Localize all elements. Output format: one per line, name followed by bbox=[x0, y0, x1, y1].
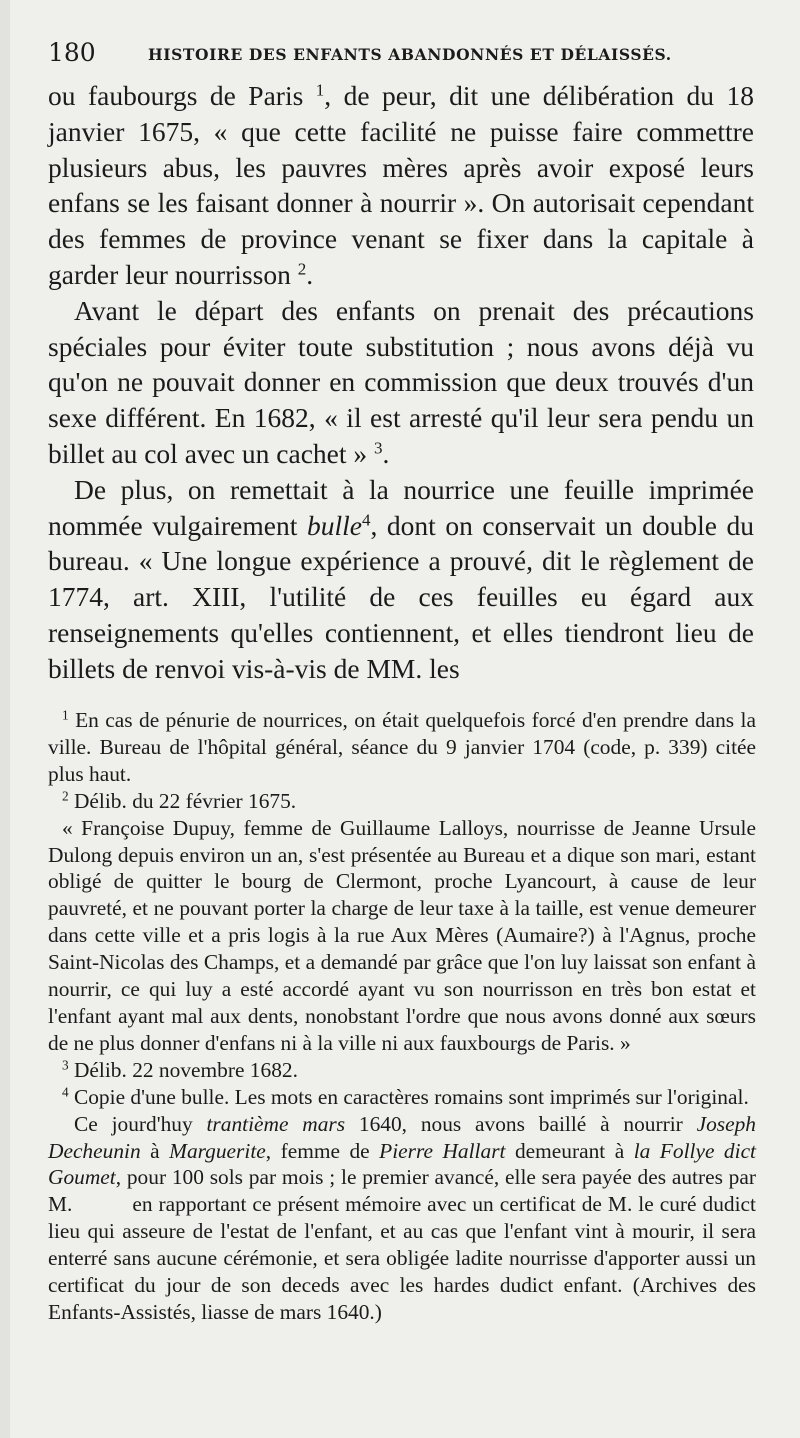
footnote-4-document bbox=[48, 1111, 762, 1326]
page-number: 180 bbox=[48, 38, 96, 67]
page-header bbox=[48, 38, 758, 68]
footnotes bbox=[48, 707, 762, 1326]
text-span: 1640, nous avons baillé à nourrir bbox=[345, 1111, 697, 1136]
footnote-text: Délib. du 22 février 1675. bbox=[68, 788, 297, 813]
footnote-ref-2: 2 bbox=[297, 259, 307, 279]
paragraph-1 bbox=[48, 78, 754, 293]
handwritten-entry: la Follye dict Goumet bbox=[48, 1138, 756, 1190]
footnote-4 bbox=[48, 1084, 756, 1111]
page-edge bbox=[0, 0, 10, 1438]
footnote-2-quote: « Françoise Dupuy, femme de Guillaume Lalloys, nourrisse de Jeanne Ursule Dulong depuis environ un an, s'est présentée au Bureau et a dique son mari, estant obligé de quitter le bourg de Clermont, proche Lyancourt, à cause de leur pauvreté, et ne pouvant porter la charge de leur taxe à la taille, est venue demeurer dans cette ville et a pris logis à la rue Aux Mères (Aumaire?) à l'Agnus, proche Saint-Nicolas des Champs, et a demandé par grâce que l'on luy laissat son enfant à nourrir, ce qui luy a esté accordé ayant vu son nourrisson en très bon estat et l'enfant ayant mal aux dents, nonobstant l'ordre que nous avons donné aux sœurs de ne plus donner d'enfans ni à la ville ni aux fauxbourgs de Paris. » bbox=[48, 815, 756, 1055]
handwritten-entry: trantième mars bbox=[206, 1111, 346, 1136]
text-span: demeurant à bbox=[505, 1138, 634, 1163]
handwritten-entry: Marguerite bbox=[169, 1138, 266, 1163]
footnote-marker: 1 bbox=[62, 707, 69, 723]
footnote-text: Copie d'une bulle. Les mots en caractères romains sont imprimés sur l'original. bbox=[68, 1084, 749, 1109]
italic-term: bulle bbox=[306, 509, 362, 541]
footnote-text: Délib. 22 novembre 1682. bbox=[68, 1057, 298, 1082]
footnote-marker: 3 bbox=[62, 1057, 69, 1073]
footnote-marker: 4 bbox=[62, 1084, 69, 1100]
text-span: , dont on conservait un double du bureau. « Une longue expérience a prouvé, dit le règlement de 1774, art. XIII, l'utilité de ces feuilles eu égard aux renseignements qu'elles contiennent, et elles tiendront lieu de billets de renvoi vis-à-vis de MM. les bbox=[48, 509, 755, 684]
footnote-1 bbox=[48, 707, 756, 788]
text-span: ou faubourgs de Paris bbox=[48, 80, 316, 111]
paragraph-3 bbox=[48, 472, 754, 687]
footnote-ref-4: 4 bbox=[361, 510, 371, 530]
footnote-marker: 2 bbox=[62, 788, 69, 804]
footnote-3 bbox=[48, 1057, 756, 1084]
footnote-ref-3: 3 bbox=[374, 438, 383, 458]
text-span: De plus, on remettait à la nourrice une feuille imprimée nommée vulgairement bbox=[48, 473, 754, 541]
footnote-2 bbox=[48, 788, 756, 815]
text-span: . bbox=[382, 437, 390, 469]
main-text bbox=[48, 78, 754, 687]
text-span: , de peur, dit une délibération du 18 janvier 1675, « que cette facilité ne puisse faire commettre plusieurs abus, les pauvres mères après avoir exposé leurs enfans se les faisant donner à nourrir ». On autorisait cependant des femmes de province venant se fixer dans la capitale à garder leur nourrisson bbox=[48, 80, 755, 290]
handwritten-entry: Joseph Decheunin bbox=[48, 1111, 756, 1163]
text-span: Ce jourd'huy bbox=[74, 1111, 207, 1136]
text-span: , femme de bbox=[265, 1138, 380, 1163]
text-span: , pour 100 sols par mois ; le premier avancé, elle sera payée des autres par M. en rapportant ce présent mémoire avec un certificat de M. le curé dudict lieu qui asseure de l'estat de l'enfant, et au cas que l'enfant vint à mourir, il sera enterré sans aucune cérémonie, et sera obligée ladite nourrisse d'apporter aussi un certificat du jour de son deceds avec les hardes dudict enfant. (Archives des Enfants-Assistés, liasse de mars 1640.) bbox=[48, 1165, 762, 1324]
text-span: Avant le départ des enfants on prenait des précautions spéciales pour éviter toute substitution ; nous avons déjà vu qu'on ne pouvait donner en commission que deux trouvés d'un sexe différent. En 1682, « il est arresté qu'il leur sera pendu un billet au col avec un cachet » bbox=[48, 294, 754, 469]
text-span: à bbox=[140, 1138, 170, 1163]
running-head: HISTOIRE DES ENFANTS ABANDONNÉS ET DÉLAISSÉS. bbox=[148, 45, 672, 64]
footnote-text: En cas de pénurie de nourrices, on était quelquefois forcé d'en prendre dans la ville. Bureau de l'hôpital général, séance du 9 janvier 1704 (code, p. 339) citée plus haut. bbox=[48, 708, 756, 786]
handwritten-entry: Pierre Hallart bbox=[379, 1138, 506, 1163]
footnote-ref-1: 1 bbox=[315, 80, 325, 100]
text-span: . bbox=[306, 258, 314, 290]
paragraph-2 bbox=[48, 293, 754, 472]
